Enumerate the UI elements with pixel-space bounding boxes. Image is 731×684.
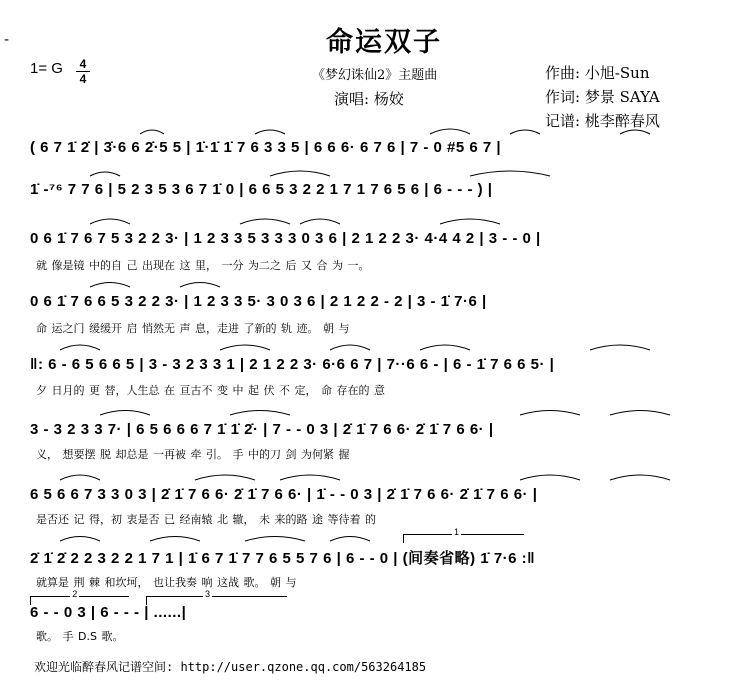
- song-title: 命运双子: [326, 27, 442, 58]
- footer-text: 欢迎光临醉春风记谱空间: http://user.qzone.qq.com/563264185: [34, 660, 427, 674]
- composer-credit: 作曲: 小旭-Sun: [545, 64, 650, 82]
- lyric-line: 是否还 记 得，初 衷是否 已 经南辕 北 辙， 未 来的路 途 等待着 的: [36, 513, 376, 526]
- music-line: 0 6 1̇ 7 6 7 5 3 2 2 3· | 1 2 3 3 5 3 3 3 0 3 6 | 2 1 2 2 3· 4·4 4 2 | 3 - - 0 |: [30, 230, 541, 247]
- music-line: ‖: 6 - 6 5 6 6 5 | 3 - 3 2 3 3 1 | 2 1 2 2 3· 6·6 6 7 | 7··6 6 - | 6 - 1̇ 7 6 6 5· |: [30, 356, 555, 373]
- corner-mark: -: [4, 32, 10, 48]
- volta-label: 2: [72, 589, 78, 599]
- music-line: 6 5 6 6 7 3 3 0 3 | 2̇ 1̇ 7 6 6· 2̇ 1̇ 7 6 6· | 1̇ - - 0 3 | 2̇ 1̇ 7 6 6· 2̇ 1̇ 7 6 6· |: [30, 486, 538, 503]
- lyric-line: 歌。 手 D.S 歌。: [36, 630, 124, 643]
- music-line: 3 - 3 2 3 3 7· | 6 5 6 6 6 7 1̇ 1̇ 2̇· | 7 - - 0 3 | 2̇ 1̇ 7 6 6· 2̇ 1̇ 7 6 6· |: [30, 421, 494, 438]
- volta-label: 3: [205, 589, 211, 599]
- meter-top: 4: [79, 57, 87, 71]
- lyric-line: 夕 日月的 更 替，人生总 在 亘古不 变 中 起 伏 不 定， 命 存在的 意: [36, 384, 385, 397]
- music-line: 1̇ -⁷⁶ 7 7 6 | 5 2 3 5 3 6 7 1̇ 0 | 6 6 5 3 2 2 1 7 1 7 6 5 6 | 6 - - - ) |: [30, 181, 493, 198]
- lyric-line: 命 运之门 缓缓开 启 悄然无 声 息，走进 了新的 轨 迹。 朝 与: [36, 322, 350, 335]
- lyric-line: 就算是 荆 棘 和坎坷， 也让我奏 响 这战 歌。 朝 与: [36, 576, 297, 589]
- music-line: 6 - - 0 3 | 6 - - - | ......|: [30, 604, 187, 621]
- music-line: ( 6 7 1̇ 2̇ | 3̇·6 6 2̇·5 5 | 1̇·1̇ 1̇ 7 6 3 3 5 | 6 6 6· 6 7 6 | 7 - 0 #5 6 7 |: [30, 139, 502, 156]
- lyricist-credit: 作词: 梦景 SAYA: [545, 88, 660, 106]
- lyric-line: 就 像是镜 中的自 己 出现在 这 里， 一分 为二之 后 又 合 为 一。: [36, 259, 370, 272]
- key-signature: 1= G: [30, 60, 63, 77]
- music-line: 2̇ 1̇ 2̇ 2 2 3 2 2 1 7 1 | 1̇ 6 7 1̇ 7 7 6 5 5 7 6 | 6 - - 0 | (间奏省略) 1̇ 7·6 :‖: [30, 550, 536, 567]
- volta-label: 1: [454, 527, 460, 537]
- song-subtitle: 《梦幻诛仙2》主题曲: [312, 68, 438, 83]
- lyric-line: 义， 想要摆 脱 却总是 一再被 牵 引。 手 中的刀 剑 为何紧 握: [36, 448, 350, 461]
- transcriber-credit: 记谱: 桃李醉春风: [545, 112, 660, 130]
- meter-bottom: 4: [79, 72, 87, 86]
- music-line: 0 6 1̇ 7 6 6 5 3 2 2 3· | 1 2 3 3 5· 3 0 3 6 | 2 1 2 2 - 2 | 3 - 1̇ 7·6 |: [30, 293, 487, 310]
- singer-credit: 演唱: 杨姣: [334, 90, 404, 108]
